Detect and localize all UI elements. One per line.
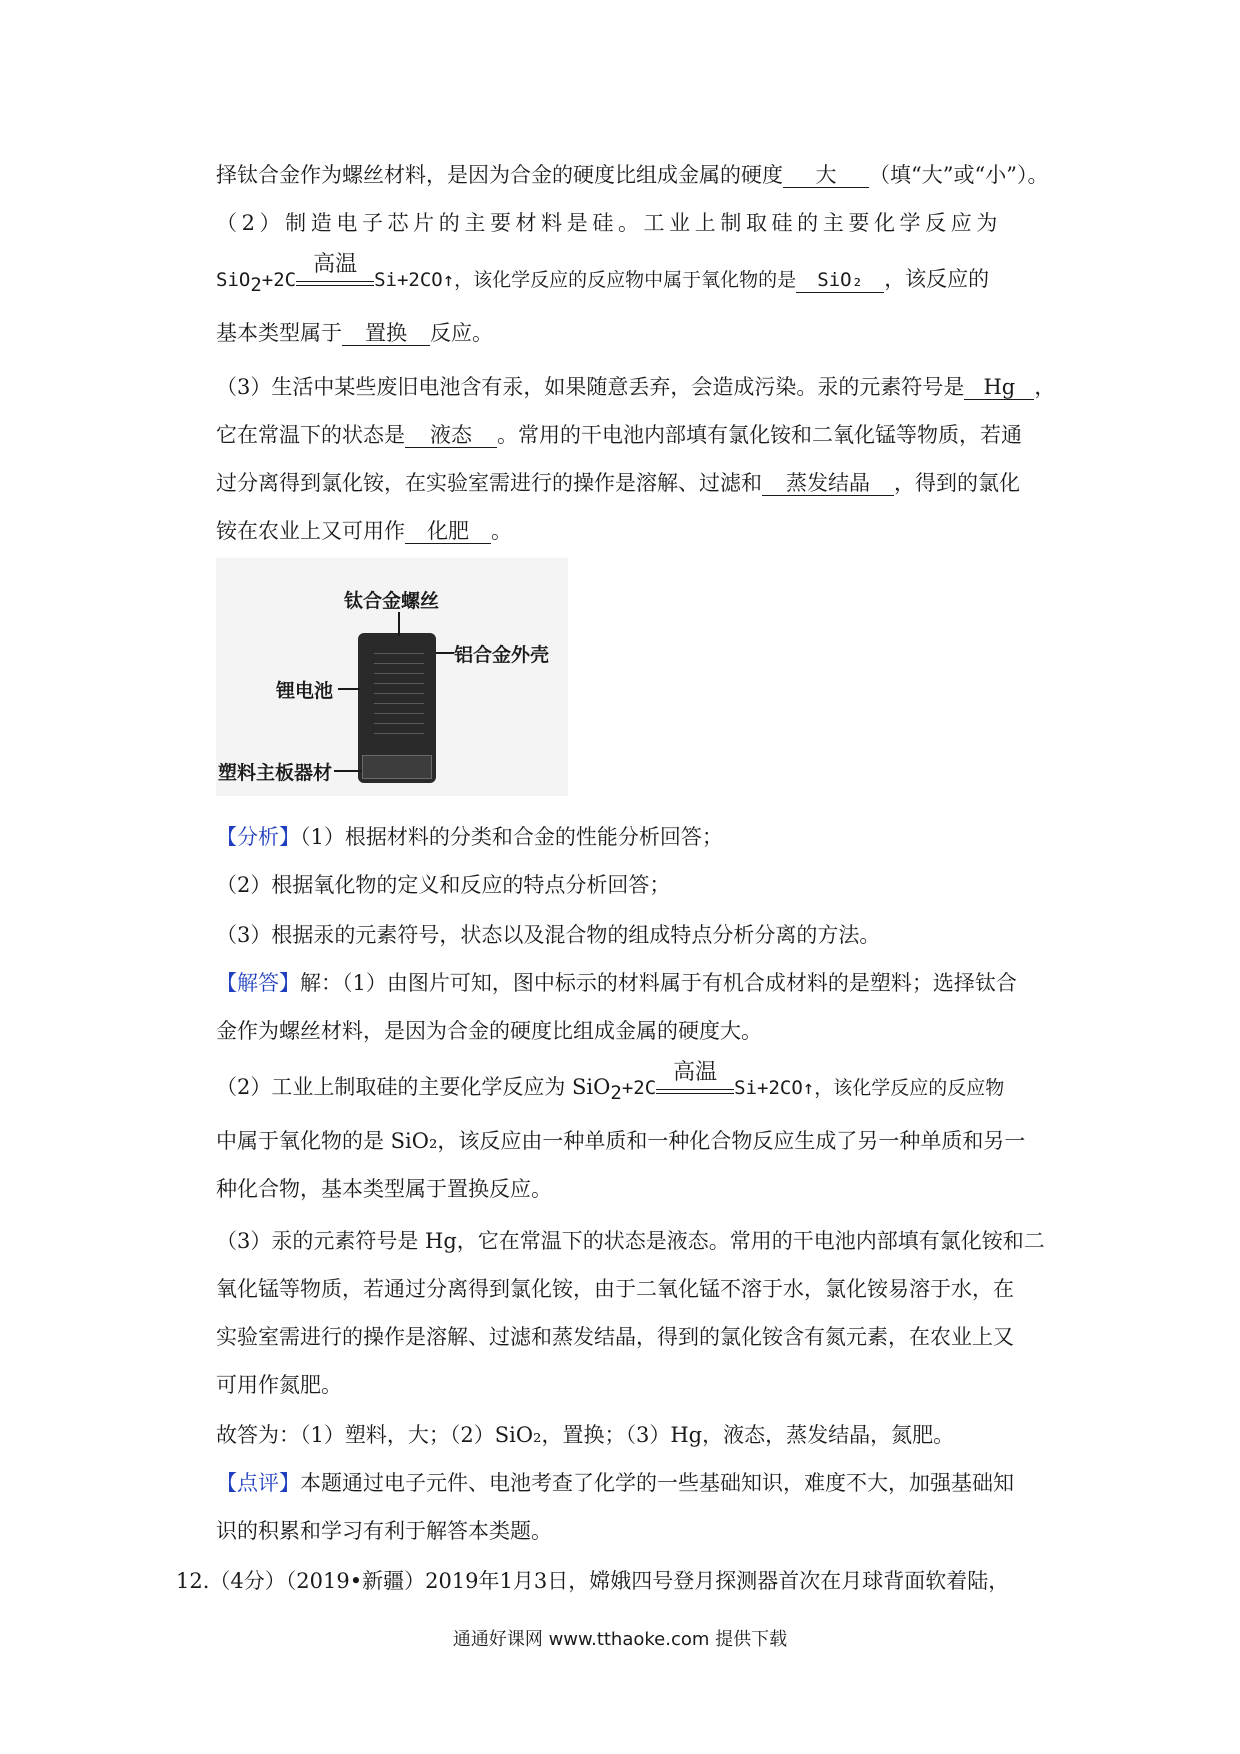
next-question: 12.（4分）（2019•新疆）2019年1月3日，嫦娥四号登月探测器首次在月球背面软着陆， xyxy=(176,1569,1010,1593)
label-screw: 钛合金螺丝 xyxy=(344,590,440,612)
answer-blank: 液态 xyxy=(405,423,497,448)
label-shell: 铝合金外壳 xyxy=(454,644,550,666)
solution-equation-line: （2）工业上制取硅的主要化学反应为 SiO$_2$+2C 高温 Si+2CO↑，该化学反应的反应物 xyxy=(216,1059,1005,1105)
analysis-line: （2）根据氧化物的定义和反应的特点分析回答； xyxy=(216,873,671,897)
answer-blank: Hg xyxy=(964,375,1034,400)
question-line: （3）生活中某些废旧电池含有汞，如果随意丢弃，会造成污染。汞的元素符号是 Hg ， xyxy=(216,375,1056,399)
answer-blank: 蒸发结晶 xyxy=(762,471,894,496)
comment-tag: 【点评】 xyxy=(216,1471,300,1495)
solution-line: 【解答】解：（1）由图片可知，图中标示的材料属于有机合成材料的是塑料；选择钛合 xyxy=(216,971,1017,995)
comment-line: 识的积累和学习有利于解答本类题。 xyxy=(216,1519,552,1543)
question-line: 它在常温下的状态是 液态 。常用的干电池内部填有氯化铵和二氧化锰等物质，若通 xyxy=(216,423,1022,447)
question-line: 过分离得到氯化铵，在实验室需进行的操作是溶解、过滤和 蒸发结晶 ，得到的氯化 xyxy=(216,471,1020,495)
solution-line: 金作为螺丝材料，是因为合金的硬度比组成金属的硬度大。 xyxy=(216,1019,762,1043)
answer-blank: 大 xyxy=(783,163,869,188)
answer-blank: 置换 xyxy=(342,321,430,346)
solution-line: 种化合物，基本类型属于置换反应。 xyxy=(216,1177,552,1201)
analysis-line: （3）根据汞的元素符号，状态以及混合物的组成特点分析分离的方法。 xyxy=(216,923,881,947)
reaction-arrow: 高温 xyxy=(296,266,374,296)
analysis-tag: 【分析】 xyxy=(216,825,300,849)
final-answer: 故答为：（1）塑料，大；（2）SiO₂，置换；（3）Hg，液态，蒸发结晶，氮肥。 xyxy=(216,1423,955,1447)
solution-line: 氧化锰等物质，若通过分离得到氯化铵，由于二氧化锰不溶于水，氯化铵易溶于水，在 xyxy=(216,1277,1014,1301)
answer-blank: SiO₂ xyxy=(796,268,884,293)
analysis-line: 【分析】（1）根据材料的分类和合金的性能分析回答； xyxy=(216,825,723,849)
solution-tag: 【解答】 xyxy=(216,971,300,995)
label-battery: 锂电池 xyxy=(276,680,334,702)
phone-diagram xyxy=(216,558,568,796)
page-footer: 通通好课网 www.tthaoke.com 提供下载 xyxy=(452,1629,788,1650)
label-board: 塑料主板器材 xyxy=(218,762,333,784)
question-line: 择钛合金作为螺丝材料，是因为合金的硬度比组成金属的硬度 大 （填“大”或“小”）。 xyxy=(216,163,1049,187)
solution-line: 实验室需进行的操作是溶解、过滤和蒸发结晶，得到的氯化铵含有氮元素，在农业上又 xyxy=(216,1325,1014,1349)
phone-illustration xyxy=(358,633,436,783)
solution-line: 可用作氮肥。 xyxy=(216,1373,342,1397)
equation-line: SiO$_2$+2C 高温 Si+2CO↑，该化学反应的反应物中属于氧化物的是 SiO₂ ，该反应的 xyxy=(216,251,990,297)
solution-line: （3）汞的元素符号是 Hg，它在常温下的状态是液态。常用的干电池内部填有氯化铵和二 xyxy=(216,1229,1045,1253)
solution-line: 中属于氧化物的是 SiO₂，该反应由一种单质和一种化合物反应生成了另一种单质和另一 xyxy=(216,1129,1026,1153)
answer-blank: 化肥 xyxy=(405,519,491,544)
comment-line: 【点评】本题通过电子元件、电池考查了化学的一些基础知识，难度不大，加强基础知 xyxy=(216,1471,1014,1495)
question-line: （2）制造电子芯片的主要材料是硅。工业上制取硅的主要化学反应为 xyxy=(216,211,1002,235)
reaction-arrow: 高温 xyxy=(656,1074,734,1104)
question-line: 铵在农业上又可用作 化肥 。 xyxy=(216,519,512,543)
question-line: 基本类型属于 置换 反应。 xyxy=(216,321,493,345)
